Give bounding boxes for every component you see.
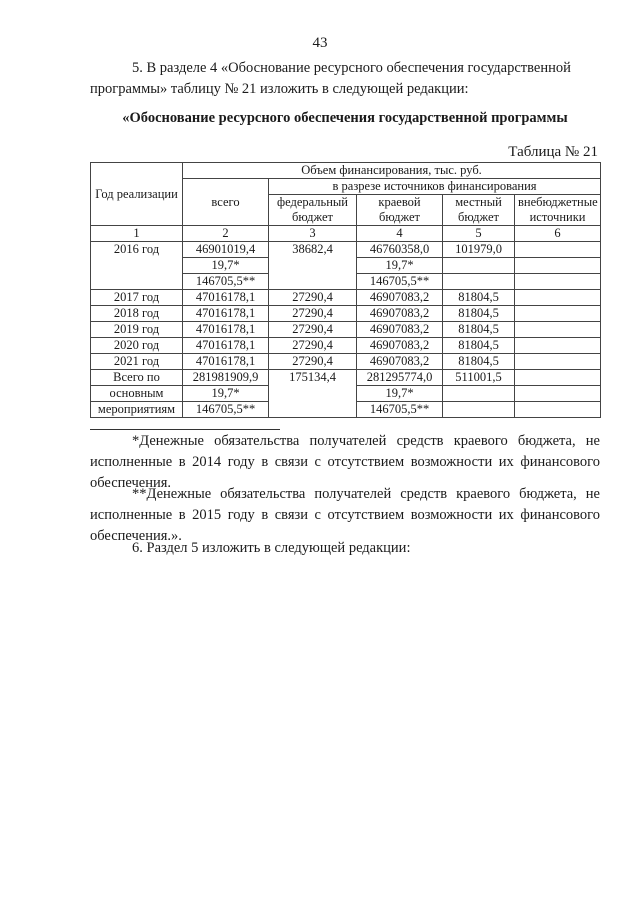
extra-cell [515,354,601,370]
local-cell: 81804,5 [443,322,515,338]
table-row [91,338,601,354]
extra-cell [515,386,601,402]
table-row [91,354,601,370]
column-number-row [91,226,601,242]
year-cell: 2018 год [91,306,183,322]
federal-cell: 38682,4 [269,242,357,290]
total-label: Всего по [91,370,183,386]
total-cell: 19,7* [183,258,269,274]
extra-cell [515,242,601,258]
total-label: основным [91,386,183,402]
table-row [91,322,601,338]
federal-cell: 27290,4 [269,290,357,306]
total-label: мероприятиям [91,402,183,418]
total-row [91,370,601,386]
table-row [91,306,601,322]
extra-cell [515,258,601,274]
header-extra: внебюджетные источники [515,195,601,226]
total-cell: 47016178,1 [183,338,269,354]
regional-cell: 46907083,2 [357,354,443,370]
regional-cell: 146705,5** [357,274,443,290]
extra-cell [515,402,601,418]
total-cell: 146705,5** [183,274,269,290]
regional-cell: 281295774,0 [357,370,443,386]
header-federal: федеральный бюджет [269,195,357,226]
section-heading: «Обоснование ресурсного обеспечения государственной программы [122,110,568,126]
header-sources: в разрезе источников финансирования [269,179,601,195]
local-cell [443,274,515,290]
page-number: 43 [312,35,328,51]
header-year: Год реализации [91,163,183,226]
col-number: 2 [183,226,269,242]
local-cell: 81804,5 [443,354,515,370]
total-cell: 146705,5** [183,402,269,418]
extra-cell [515,370,601,386]
section-6-paragraph: 6. Раздел 5 изложить в следующей редакции: [132,540,411,556]
footnote-divider [90,429,280,430]
local-cell [443,402,515,418]
local-cell [443,258,515,274]
regional-cell: 146705,5** [357,402,443,418]
col-number: 6 [515,226,601,242]
local-cell: 81804,5 [443,290,515,306]
federal-cell: 27290,4 [269,338,357,354]
total-cell: 47016178,1 [183,322,269,338]
table-header-row [91,163,601,179]
local-cell [443,386,515,402]
federal-cell: 175134,4 [269,370,357,418]
col-number: 3 [269,226,357,242]
year-cell: 2019 год [91,322,183,338]
footnote-1: *Денежные обязательства получателей средств краевого бюджета, не исполненные в 2014 году в связи с отсутствием возможности их финансового обеспечения. [90,433,600,491]
regional-cell: 46907083,2 [357,338,443,354]
federal-cell: 27290,4 [269,354,357,370]
regional-cell: 46907083,2 [357,290,443,306]
footnote-2: **Денежные обязательства получателей средств краевого бюджета, не исполненные в 2015 году в связи с отсутствием возможности их финансового обеспечения.». [90,486,600,544]
regional-cell: 19,7* [357,258,443,274]
federal-cell: 27290,4 [269,306,357,322]
header-total: всего [183,179,269,226]
local-cell: 101979,0 [443,242,515,258]
total-cell: 19,7* [183,386,269,402]
regional-cell: 46907083,2 [357,306,443,322]
extra-cell [515,322,601,338]
table-row [91,290,601,306]
total-cell: 281981909,9 [183,370,269,386]
extra-cell [515,274,601,290]
federal-cell: 27290,4 [269,322,357,338]
header-regional: краевой бюджет [357,195,443,226]
col-number: 4 [357,226,443,242]
year-cell: 2020 год [91,338,183,354]
col-number: 5 [443,226,515,242]
local-cell: 81804,5 [443,338,515,354]
year-cell: 2017 год [91,290,183,306]
extra-cell [515,338,601,354]
total-cell: 47016178,1 [183,290,269,306]
funding-table [90,162,601,418]
regional-cell: 46760358,0 [357,242,443,258]
total-cell: 46901019,4 [183,242,269,258]
extra-cell [515,306,601,322]
extra-cell [515,290,601,306]
regional-cell: 19,7* [357,386,443,402]
year-cell: 2021 год [91,354,183,370]
local-cell: 81804,5 [443,306,515,322]
table-row [91,242,601,258]
total-cell: 47016178,1 [183,354,269,370]
intro-paragraph: 5. В разделе 4 «Обоснование ресурсного обеспечения государственной программы» таблицу № 21 изложить в следующей редакции: [90,60,571,97]
header-funding: Объем финансирования, тыс. руб. [183,163,601,179]
table-caption: Таблица № 21 [508,144,598,160]
header-local: местный бюджет [443,195,515,226]
year-cell: 2016 год [91,242,183,290]
col-number: 1 [91,226,183,242]
total-cell: 47016178,1 [183,306,269,322]
regional-cell: 46907083,2 [357,322,443,338]
local-cell: 511001,5 [443,370,515,386]
